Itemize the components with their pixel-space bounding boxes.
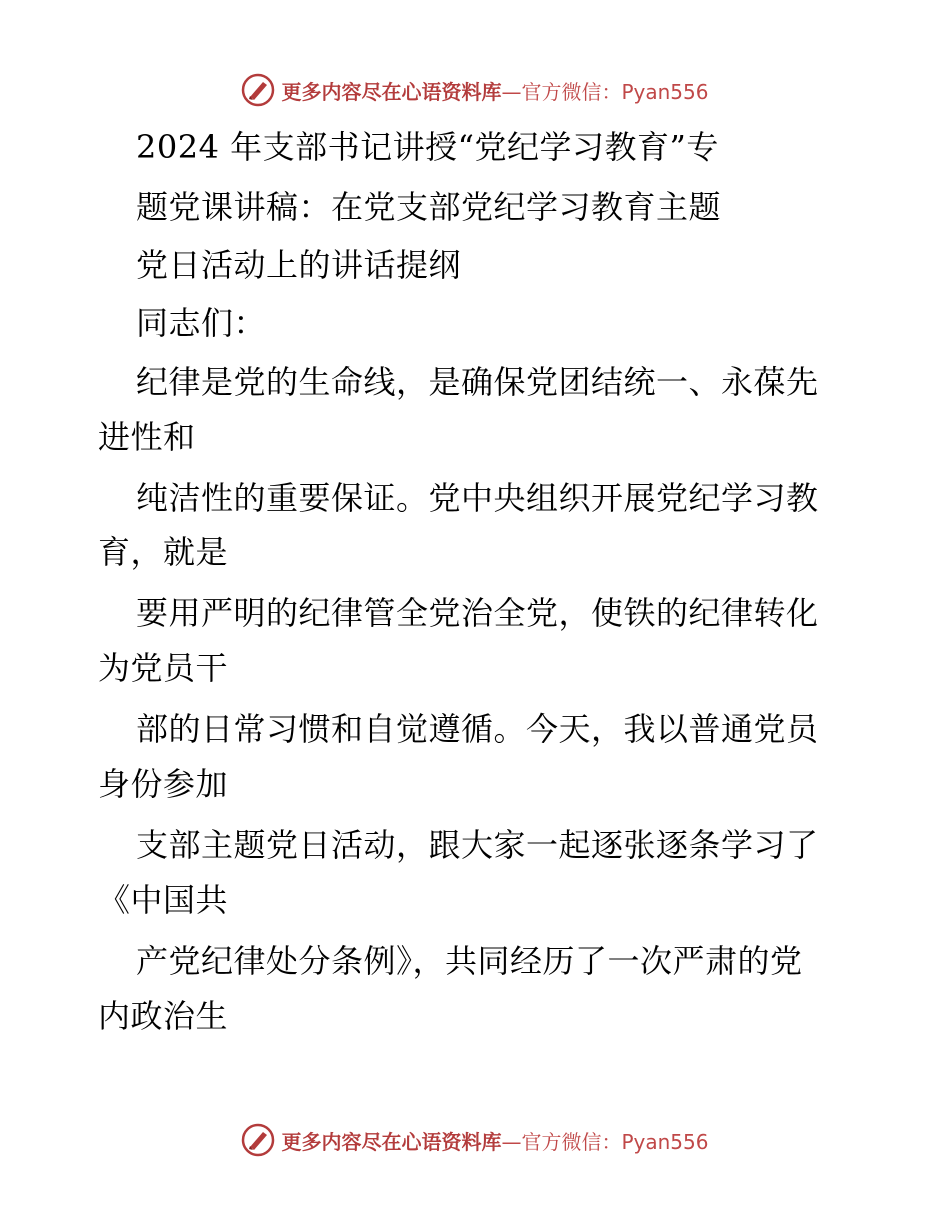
title-line-3: 党日活动上的讲话提纲: [136, 246, 462, 284]
title-line-1: 2024 年支部书记讲授“党纪学习教育”专: [136, 128, 719, 166]
paragraph-line: 纪律是党的生命线，是确保党团结统一、永葆先: [136, 363, 819, 401]
salutation: 同志们：: [136, 304, 267, 342]
paragraph-line: 部的日常习惯和自觉遵循。今天，我以普通党员: [136, 710, 819, 748]
paragraph-line: 产党纪律处分条例》，共同经历了一次严肃的党: [136, 942, 803, 980]
banner-text: 更多内容尽在心语资料库—官方微信：Pyan556: [281, 79, 709, 104]
paragraph-line: 内政治生: [98, 997, 229, 1035]
paragraph-line: 《中国共: [98, 881, 229, 919]
paragraph-line: 要用严明的纪律管全党治全党，使铁的纪律转化: [136, 594, 819, 632]
header-banner: [0, 70, 950, 110]
paragraph-line: 育，就是: [98, 533, 229, 571]
paragraph-line: 身份参加: [98, 765, 229, 803]
footer-banner: [0, 1120, 950, 1160]
logo-icon: [241, 1123, 275, 1157]
paragraph-line: 为党员干: [98, 649, 229, 687]
paragraph-line: 支部主题党日活动，跟大家一起逐张逐条学习了: [136, 826, 819, 864]
paragraph-line: 纯洁性的重要保证。党中央组织开展党纪学习教: [136, 479, 819, 517]
paragraph-line: 进性和: [98, 418, 196, 456]
logo-icon: [241, 73, 275, 107]
title-line-2: 题党课讲稿：在党支部党纪学习教育主题: [136, 188, 722, 226]
banner-text: 更多内容尽在心语资料库—官方微信：Pyan556: [281, 1129, 709, 1154]
